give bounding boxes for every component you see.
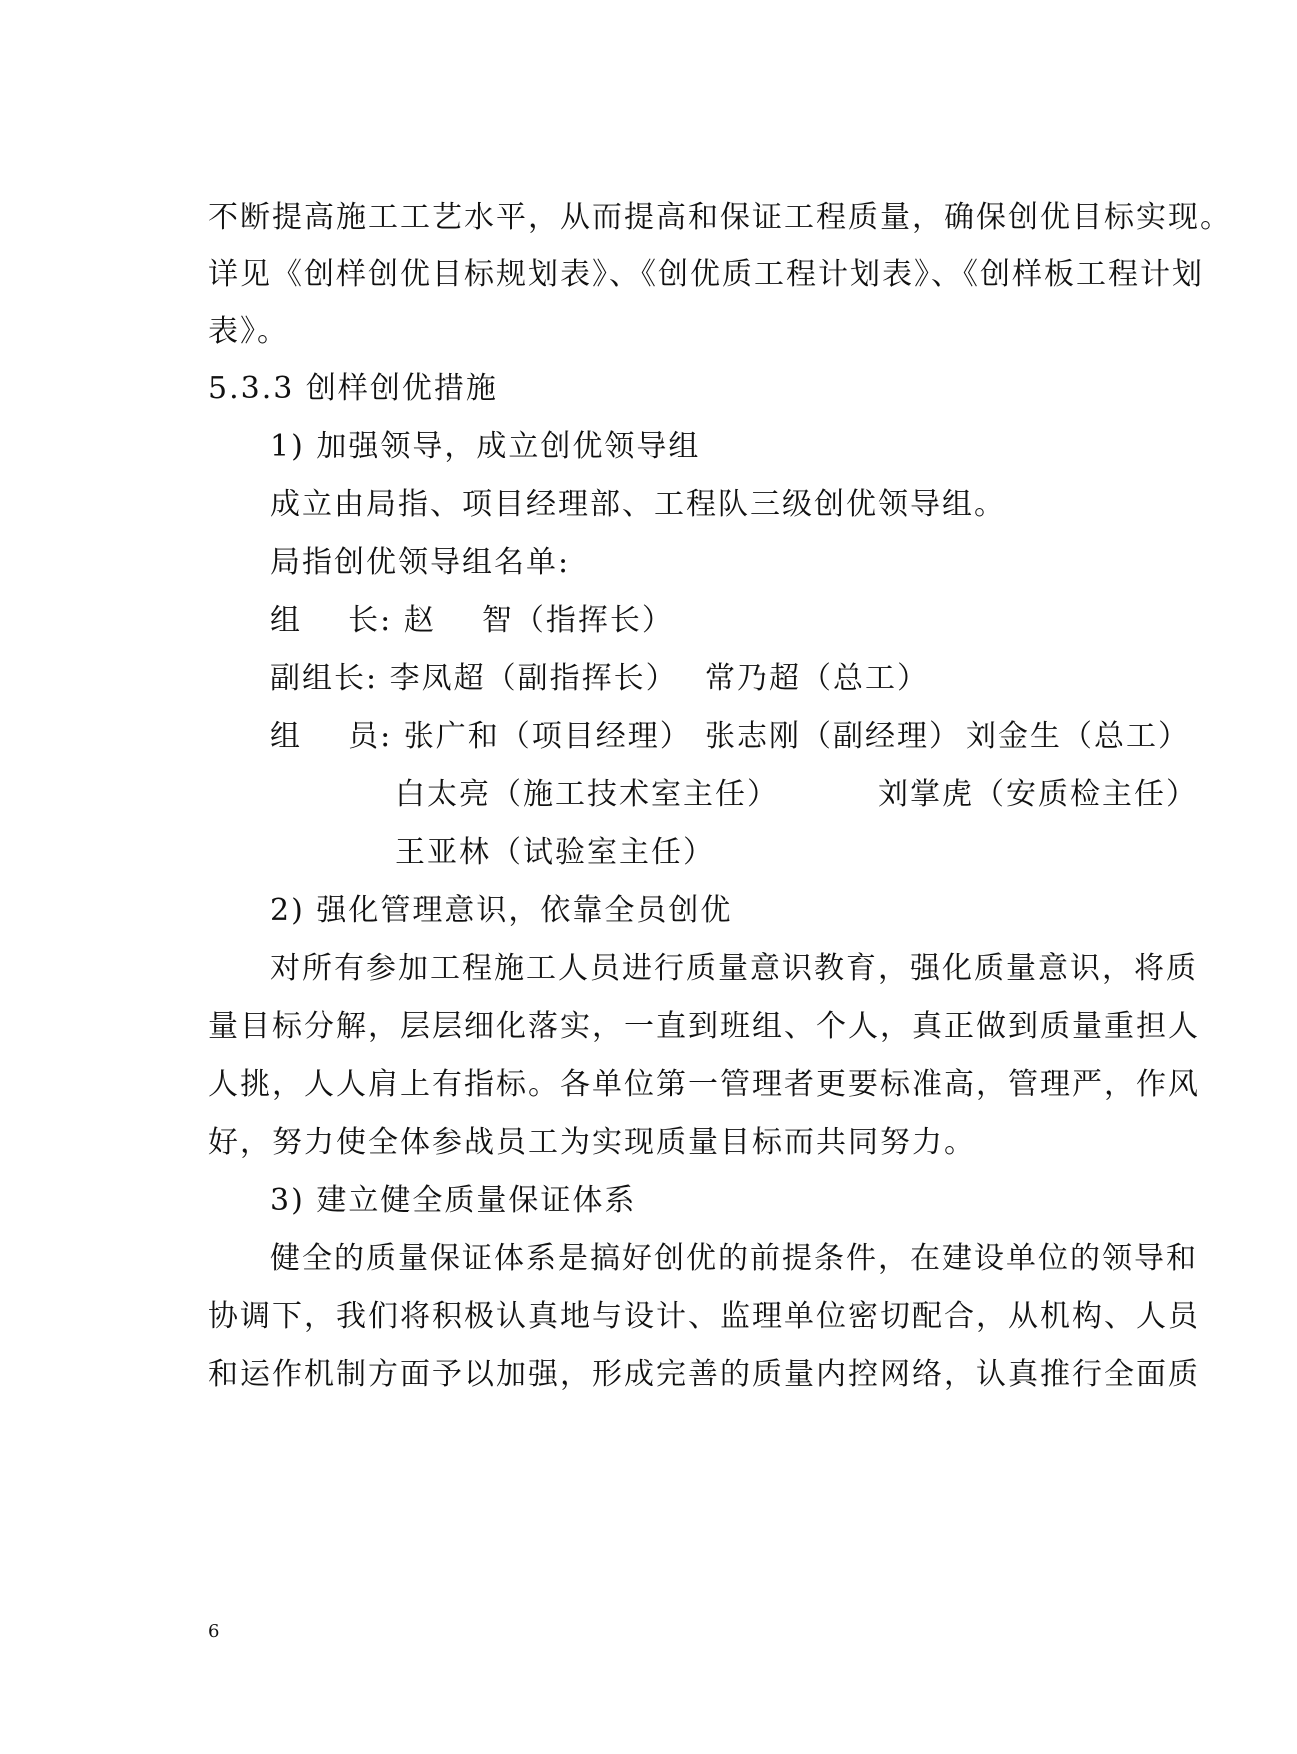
member-d: 白太亮（施工技术室主任） xyxy=(395,777,779,812)
page-number: 6 xyxy=(208,1621,220,1642)
vice-leader-b: 常乃超（总工） xyxy=(705,661,929,696)
list-item-heading: 1) 加强领导，成立创优领导组 xyxy=(270,429,701,464)
paragraph-line: 好，努力使全体参战员工为实现质量目标而共同努力。 xyxy=(208,1125,976,1160)
paragraph-line: 不断提高施工工艺水平，从而提高和保证工程质量，确保创优目标实现。 xyxy=(208,200,1232,235)
member-a: 组 员: 张广和（项目经理） xyxy=(270,719,692,754)
list-item-heading: 2) 强化管理意识，依靠全员创优 xyxy=(270,893,733,928)
paragraph-line: 和运作机制方面予以加强，形成完善的质量内控网络，认真推行全面质 xyxy=(208,1357,1200,1392)
paragraph-line: 量目标分解，层层细化落实，一直到班组、个人，真正做到质量重担人 xyxy=(208,1009,1200,1044)
paragraph-line: 协调下，我们将积极认真地与设计、监理单位密切配合，从机构、人员 xyxy=(208,1299,1200,1334)
paragraph-line: 详见《创样创优目标规划表》、《创优质工程计划表》、《创样板工程计划 xyxy=(208,257,1204,292)
section-heading: 5.3.3 创样创优措施 xyxy=(208,371,498,406)
leader-row: 组 长: 赵 智（指挥长） xyxy=(270,603,674,638)
paragraph-line: 表》。 xyxy=(208,314,289,349)
vice-leader-a: 副组长: 李凤超（副指挥长） xyxy=(270,661,678,696)
paragraph-line: 人挑，人人肩上有指标。各单位第一管理者更要标准高，管理严，作风 xyxy=(208,1067,1200,1102)
member-e: 刘掌虎（安质检主任） xyxy=(878,777,1198,812)
paragraph-line: 健全的质量保证体系是搞好创优的前提条件，在建设单位的领导和 xyxy=(270,1241,1198,1276)
paragraph-line: 成立由局指、项目经理部、工程队三级创优领导组。 xyxy=(270,487,1006,522)
paragraph-line: 对所有参加工程施工人员进行质量意识教育，强化质量意识，将质 xyxy=(270,951,1198,986)
list-title: 局指创优领导组名单: xyxy=(270,545,571,580)
list-item-heading: 3) 建立健全质量保证体系 xyxy=(270,1183,637,1218)
member-f: 王亚林（试验室主任） xyxy=(395,835,715,870)
member-c: 刘金生（总工） xyxy=(966,719,1190,754)
member-b: 张志刚（副经理） xyxy=(705,719,961,754)
